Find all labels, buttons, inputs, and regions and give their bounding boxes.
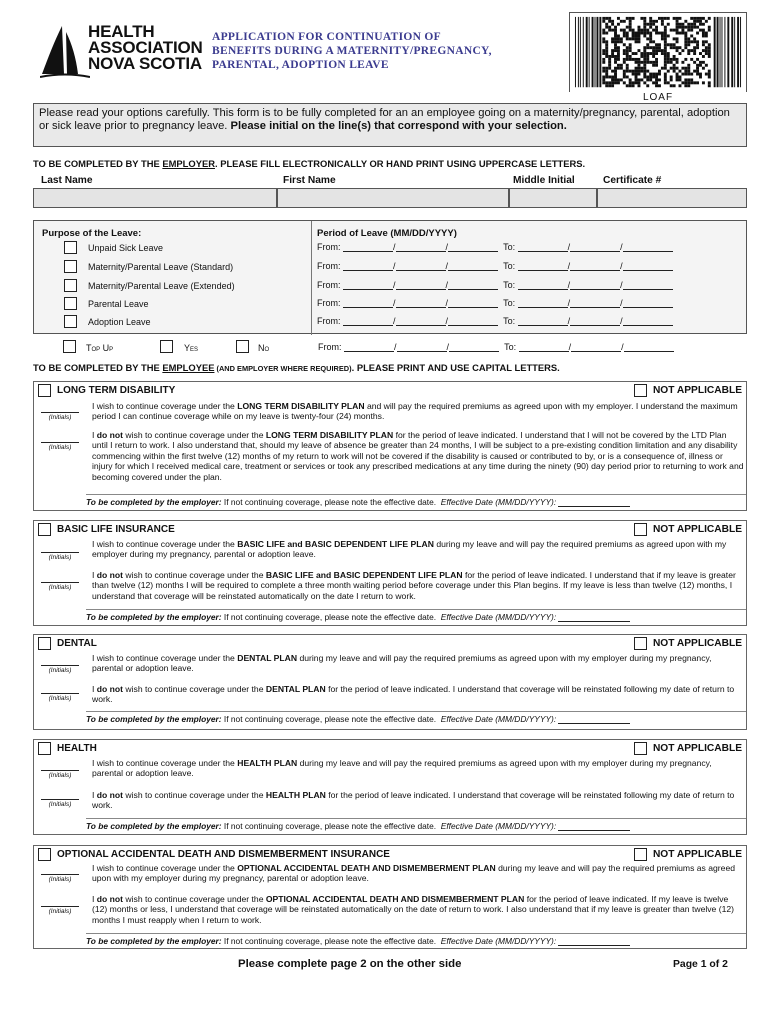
decline-coverage-text: I do not wish to continue coverage under the HEALTH PLAN for the period of leave indicated. I understand that coverage will be reinstated following my date of return to work. xyxy=(92,790,735,811)
logo-sail-icon xyxy=(40,24,90,80)
employer-effective-date-note: To be completed by the employer: If not continuing coverage, please note the effective date. Effective Date (MM/DD/YYYY): xyxy=(86,494,746,507)
instructions-box xyxy=(33,103,747,147)
barcode-label: LOAF xyxy=(569,92,747,103)
employer-section-heading: TO BE COMPLETED BY THE EMPLOYER. PLEASE FILL ELECTRONICALLY OR HAND PRINT USING UPPERCASE LETTERS. xyxy=(33,158,586,169)
section-checkbox[interactable] xyxy=(38,523,51,536)
section-dental: DENTAL NOT APPLICABLE (Initials) I wish to continue coverage under the DENTAL PLAN during my leave and will pay the required premiums as agreed upon with my employer during my pregnancy, parental or adoption leave. (Initials) I do not wish to continue coverage under the DENTAL PLAN for the period of leave indicated. I understand that coverage will be reinstated following my date of return to work. To be completed by the employer: If not continuing coverage, please note the effective date. Effective Date (MM/DD/YYYY): xyxy=(33,634,747,730)
section-health: HEALTH NOT APPLICABLE (Initials) I wish to continue coverage under the HEALTH PLAN during my leave and will pay the required premiums as agreed upon with my employer during my pregnancy, parental or adoption leave. (Initials) I do not wish to continue coverage under the HEALTH PLAN for the period of leave indicated. I understand that coverage will be reinstated following my date of return to work. To be completed by the employer: If not continuing coverage, please note the effective date. Effective Date (MM/DD/YYYY): xyxy=(33,739,747,835)
leave-type-checkbox[interactable] xyxy=(64,315,77,328)
section-checkbox[interactable] xyxy=(38,742,51,755)
employer-effective-date-note: To be completed by the employer: If not continuing coverage, please note the effective date. Effective Date (MM/DD/YYYY): xyxy=(86,818,746,831)
decline-coverage-text: I do not wish to continue coverage under the LONG TERM DISABILITY PLAN for the period of leave indicated. I understand that I will not be covered by the LTD Plan until I return to work. I also understand that, should my leave of absence be greater than 24 months, I will be subject to a pre-existing condition limitation and any disability commencing within the first twelve (12) months of my return to work will not be covered if the disability is caused or contributed to by, or is a consequence of, illness or injury for which I received medical care, treatment or services or took any prescribed medications at any time during the ninety (90) day period prior to returning to work and becoming covered under the plan. xyxy=(92,430,744,482)
not-applicable-checkbox[interactable] xyxy=(634,523,647,536)
first-name-field[interactable] xyxy=(277,188,509,208)
initials-line[interactable]: (Initials) xyxy=(41,874,79,883)
employer-effective-date-note: To be completed by the employer: If not continuing coverage, please note the effective date. Effective Date (MM/DD/YYYY): xyxy=(86,609,746,622)
leave-purpose-box xyxy=(33,220,747,334)
leave-row: Maternity/Parental Leave (Extended) From: / / To: / / xyxy=(34,278,746,296)
initials-line[interactable]: (Initials) xyxy=(41,770,79,779)
last-name-field[interactable] xyxy=(33,188,277,208)
not-applicable-checkbox[interactable] xyxy=(634,384,647,397)
purpose-header: Purpose of the Leave: xyxy=(42,228,142,239)
initials-line[interactable]: (Initials) xyxy=(41,906,79,915)
effective-date-field[interactable] xyxy=(558,822,630,831)
effective-date-field[interactable] xyxy=(558,613,630,622)
not-applicable-checkbox[interactable] xyxy=(634,637,647,650)
initials-line[interactable]: (Initials) xyxy=(41,693,79,702)
instructions-text: Please read your options carefully. This form is to be fully completed for an an employee going on a maternity/pregnancy, parental, adoption or sick leave prior to pregnancy leave. xyxy=(39,107,730,132)
leave-row: Adoption Leave From: / / To: / / xyxy=(34,314,746,332)
effective-date-field[interactable] xyxy=(558,715,630,724)
topup-row: Top Up Yes No From: / / To: / / xyxy=(60,339,750,357)
continue-coverage-text: I wish to continue coverage under the BASIC LIFE and BASIC DEPENDENT LIFE PLAN during my leave and will pay the required premiums as agreed upon with my employer during my pregnancy, parental or adoption leave. xyxy=(92,539,727,560)
topup-yes-checkbox[interactable] xyxy=(160,340,173,353)
page-number: Page 1 of 2 xyxy=(673,959,728,970)
last-name-label: Last Name xyxy=(41,175,93,186)
section-long-term-disability: LONG TERM DISABILITY NOT APPLICABLE (Initials) I wish to continue coverage under the LONG TERM DISABILITY PLAN and will pay the required premiums as agreed upon with my employer. I understand the maximum period I can continue coverage while on my leave is twenty-four (24) months. (Initials) I do not wish to continue coverage under the LONG TERM DISABILITY PLAN for the period of leave indicated. I understand that I will not be covered by the LTD Plan until I return to work. I also understand that, should my leave of absence be greater than 24 months, I will be subject to a pre-existing condition limitation and any disability commencing within the first twelve (12) months of my return to work will not be covered if the disability is caused or contributed to by, or is a consequence of, illness or injury for which I received medical care, treatment or services or took any prescribed medications at any time during the ninety (90) day period prior to returning to work and becoming covered under the plan. To be completed by the employer: If not continuing coverage, please note the effective date. Effective Date (MM/DD/YYYY): xyxy=(33,381,747,511)
middle-initial-field[interactable] xyxy=(509,188,597,208)
decline-coverage-text: I do not wish to continue coverage under the DENTAL PLAN for the period of leave indicated. I understand that coverage will be reinstated following my date of return to work. xyxy=(92,684,735,705)
section-checkbox[interactable] xyxy=(38,384,51,397)
name-fields xyxy=(33,175,747,188)
instructions-bold: Please initial on the line(s) that correspond with your selection. xyxy=(230,119,567,132)
decline-coverage-text: I do not wish to continue coverage under the OPTIONAL ACCIDENTAL DEATH AND DISMEMBERMENT PLAN for the period of leave indicated. If my leave is twelve (12) months or less, I understand that coverage will be reinstated automatically on the date of return to work. I also understand that if my leave is greater than twelve (12) months I must reapply when I return to work. xyxy=(92,894,735,925)
continue-coverage-text: I wish to continue coverage under the DENTAL PLAN during my leave and will pay the required premiums as agreed upon with my employer during my pregnancy, parental or adoption leave. xyxy=(92,653,712,674)
certificate-label: Certificate # xyxy=(603,175,662,186)
barcode-icon xyxy=(569,12,747,98)
effective-date-field[interactable] xyxy=(558,937,630,946)
section-checkbox[interactable] xyxy=(38,848,51,861)
continue-coverage-text: I wish to continue coverage under the LONG TERM DISABILITY PLAN and will pay the required premiums as agreed upon with my employer. I understand the maximum period I can continue coverage while on my leave is twenty-four (24) months. xyxy=(92,401,738,422)
middle-initial-label: Middle Initial xyxy=(513,175,575,186)
section-optional-add: OPTIONAL ACCIDENTAL DEATH AND DISMEMBERMENT INSURANCE NOT APPLICABLE (Initials) I wish to continue coverage under the OPTIONAL ACCIDENTAL DEATH AND DISMEMBERMENT PLAN during my leave and will pay the required premiums as agreed upon with my employer during my pregnancy, parental or adoption leave. (Initials) I do not wish to continue coverage under the OPTIONAL ACCIDENTAL DEATH AND DISMEMBERMENT PLAN for the period of leave indicated. If my leave is twelve (12) months or less, I understand that coverage will be reinstated automatically on the date of return to work. I also understand that if my leave is greater than twelve (12) months I must reapply when I return to work. To be completed by the employer: If not continuing coverage, please note the effective date. Effective Date (MM/DD/YYYY): xyxy=(33,845,747,949)
employer-effective-date-note: To be completed by the employer: If not continuing coverage, please note the effective date. Effective Date (MM/DD/YYYY): xyxy=(86,711,746,724)
period-header: Period of Leave (MM/DD/YYYY) xyxy=(317,228,457,239)
section-basic-life-insurance: BASIC LIFE INSURANCE NOT APPLICABLE (Initials) I wish to continue coverage under the BASIC LIFE and BASIC DEPENDENT LIFE PLAN during my leave and will pay the required premiums as agreed upon with my employer during my pregnancy, parental or adoption leave. (Initials) I do not wish to continue coverage under the BASIC LIFE and BASIC DEPENDENT LIFE PLAN for the period of leave indicated. I understand that if my leave is greater than twelve (12) months I will be required to complete a three month waiting period before coverage under this Plan begins. If my leave is less than twelve (12) months, I understand that coverage will be reinstated automatically on the date I return to work. To be completed by the employer: If not continuing coverage, please note the effective date. Effective Date (MM/DD/YYYY): xyxy=(33,520,747,626)
decline-coverage-text: I do not wish to continue coverage under the BASIC LIFE and BASIC DEPENDENT LIFE PLAN for the period of leave indicated. I understand that if my leave is greater than twelve (12) months I will be required to complete a three month waiting period before coverage under this Plan begins. If my leave is less than twelve (12) months, I understand that coverage will be reinstated automatically on the date I return to work. xyxy=(92,570,736,601)
initials-line[interactable]: (Initials) xyxy=(41,412,79,421)
initials-line[interactable]: (Initials) xyxy=(41,442,79,451)
initials-line[interactable]: (Initials) xyxy=(41,665,79,674)
leave-type-checkbox[interactable] xyxy=(64,297,77,310)
continue-coverage-text: I wish to continue coverage under the HEALTH PLAN during my leave and will pay the required premiums as agreed upon with my employer during my pregnancy, parental or adoption leave. xyxy=(92,758,712,779)
topup-no-checkbox[interactable] xyxy=(236,340,249,353)
not-applicable-checkbox[interactable] xyxy=(634,848,647,861)
continue-coverage-text: I wish to continue coverage under the OPTIONAL ACCIDENTAL DEATH AND DISMEMBERMENT PLAN during my leave and will pay the required premiums as agreed upon with my employer during my pregnancy, parental or adoption leave. xyxy=(92,863,736,884)
leave-type-checkbox[interactable] xyxy=(64,260,77,273)
topup-checkbox[interactable] xyxy=(63,340,76,353)
initials-line[interactable]: (Initials) xyxy=(41,582,79,591)
leave-row: Parental Leave From: / / To: / / xyxy=(34,296,746,314)
leave-type-checkbox[interactable] xyxy=(64,241,77,254)
leave-row: Maternity/Parental Leave (Standard) From: / / To: / / xyxy=(34,259,746,277)
not-applicable-checkbox[interactable] xyxy=(634,742,647,755)
first-name-label: First Name xyxy=(283,175,336,186)
form-title: APPLICATION FOR CONTINUATION OF BENEFITS DURING A MATERNITY/PREGNANCY, PARENTAL, ADOPTION LEAVE xyxy=(212,31,492,71)
leave-type-checkbox[interactable] xyxy=(64,279,77,292)
leave-row: Unpaid Sick Leave From: / / To: / / xyxy=(34,240,746,258)
footer-instruction: Please complete page 2 on the other side xyxy=(238,958,462,970)
certificate-field[interactable] xyxy=(597,188,747,208)
effective-date-field[interactable] xyxy=(558,498,630,507)
employee-section-heading: TO BE COMPLETED BY THE EMPLOYEE (AND EMPLOYER WHERE REQUIRED). PLEASE PRINT AND USE CAPITAL LETTERS. xyxy=(33,362,560,373)
initials-line[interactable]: (Initials) xyxy=(41,799,79,808)
employer-effective-date-note: To be completed by the employer: If not continuing coverage, please note the effective date. Effective Date (MM/DD/YYYY): xyxy=(86,933,746,946)
initials-line[interactable]: (Initials) xyxy=(41,552,79,561)
logo-wordmark: HEALTH ASSOCIATION NOVA SCOTIA xyxy=(88,22,203,73)
section-checkbox[interactable] xyxy=(38,637,51,650)
